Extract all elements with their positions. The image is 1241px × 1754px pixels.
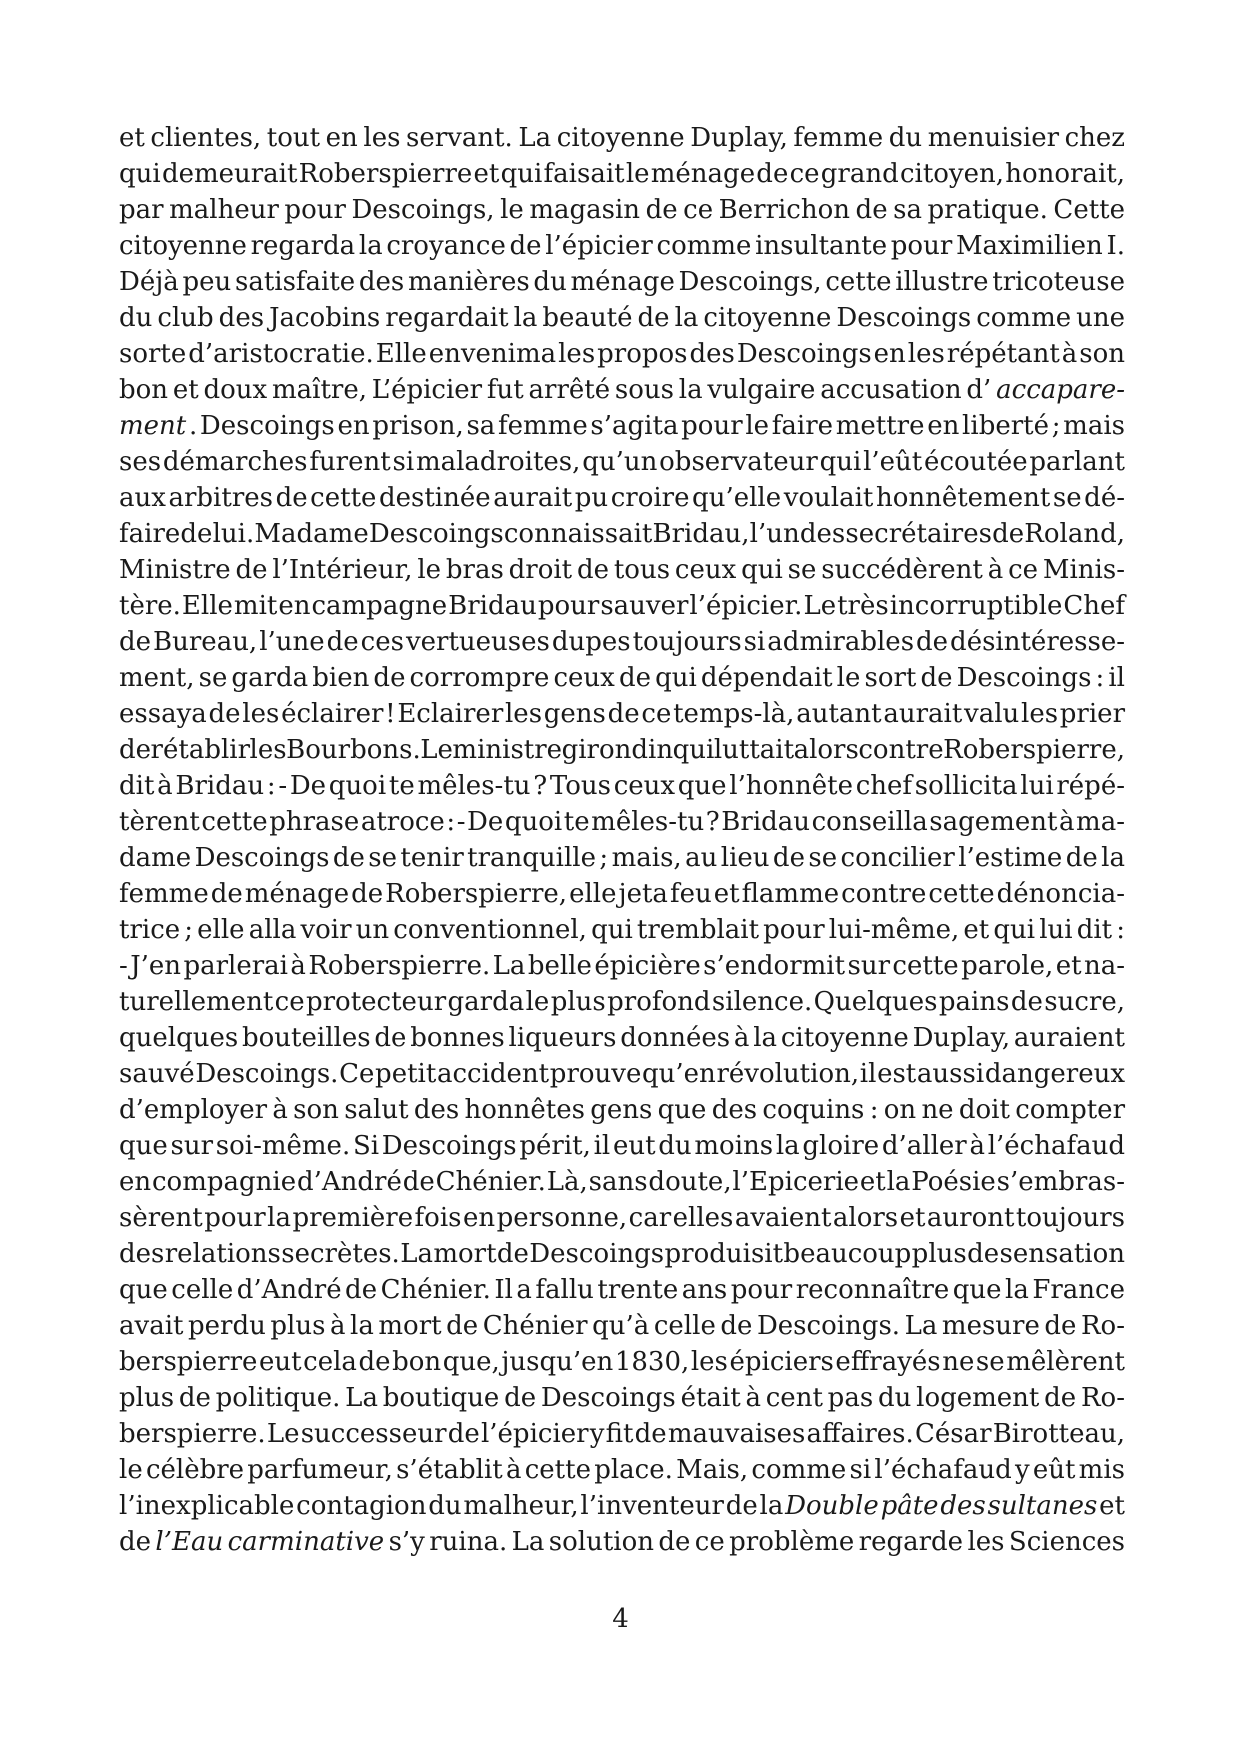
text-line: que celle d’André de Chénier. Il a fallu trente ans pour reconnaître que la France: [119, 1275, 1125, 1305]
text-line: tèrent cette phrase atroce : - De quoi te mêles-tu ? Bridau conseilla sagement à ma-: [119, 807, 1125, 837]
text-line: citoyenne regarda la croyance de l’épicier comme insultante pour Maximilien I.: [119, 231, 1125, 261]
text-line: des relations secrètes. La mort de Descoings produisit beaucoup plus de sensation: [119, 1239, 1125, 1269]
text-line: dame Descoings de se tenir tranquille ; mais, au lieu de se concilier l’estime de la: [119, 843, 1125, 873]
italic-term: accapare-: [996, 375, 1126, 405]
text-line: en compagnie d’André de Chénier. Là, sans doute, l’Epicerie et la Poésie s’embras-: [119, 1167, 1125, 1197]
text-line: - J’en parlerai à Roberspierre. La belle épicière s’endormit sur cette parole, et na-: [119, 951, 1125, 981]
text-line: dit à Bridau : - De quoi te mêles-tu ? Tous ceux que l’honnête chef sollicita lui répé-: [119, 771, 1125, 801]
text-line: ses démarches furent si maladroites, qu’un observateur qui l’eût écoutée parlant: [119, 447, 1126, 477]
text-line: de Bureau, l’une de ces vertueuses dupes toujours si admirables de désintéresse-: [119, 627, 1125, 657]
text-line: quelques bouteilles de bonnes liqueurs données à la citoyenne Duplay, auraient: [119, 1023, 1125, 1053]
text-line: bon et doux maître, L’épicier fut arrêté sous la vulgaire accusation d’ accapare-: [119, 375, 1126, 405]
text-line: ment . Descoings en prison, sa femme s’agita pour le faire mettre en liberté ; mais: [119, 411, 1125, 441]
text-line: femme de ménage de Roberspierre, elle jeta feu et flamme contre cette dénoncia-: [119, 879, 1125, 909]
text-line: d’employer à son salut des honnêtes gens que des coquins : on ne doit compter: [119, 1095, 1125, 1125]
text-line: Déjà peu satisfaite des manières du ménage Descoings, cette illustre tricoteuse: [119, 267, 1125, 297]
text-line: avait perdu plus à la mort de Chénier qu’à celle de Descoings. La mesure de Ro-: [119, 1311, 1125, 1341]
text-line: plus de politique. La boutique de Descoings était à cent pas du logement de Ro-: [119, 1383, 1126, 1413]
text-line: sauvé Descoings. Ce petit accident prouve qu’en révolution, il est aussi dangereux: [119, 1059, 1125, 1089]
text-line: l’inexplicable contagion du malheur, l’inventeur de la Double pâte des sultanes et: [119, 1491, 1126, 1521]
italic-term: l’Eau carminative: [155, 1527, 385, 1557]
text-line: berspierre eut cela de bon que, jusqu’en 1830, les épiciers effrayés ne se mêlèrent: [119, 1347, 1125, 1377]
text-line: de l’Eau carminative s’y ruina. La solution de ce problème regarde les Sciences: [119, 1527, 1125, 1557]
text-line: trice ; elle alla voir un conventionnel, qui tremblait pour lui-même, et qui lui dit :: [119, 915, 1125, 945]
text-line: sèrent pour la première fois en personne, car elles avaient alors et auront toujours: [119, 1203, 1125, 1233]
text-line: sorte d’aristocratie. Elle envenima les propos des Descoings en les répétant à son: [119, 339, 1125, 369]
body-text: [119, 120, 1125, 1560]
text-line: aux arbitres de cette destinée aurait pu croire qu’elle voulait honnêtement se dé-: [119, 483, 1125, 513]
text-line: de rétablir les Bourbons. Le ministre girondin qui luttait alors contre Roberspierre,: [119, 735, 1125, 765]
text-line: tère. Elle mit en campagne Bridau pour sauver l’épicier. Le très incorruptible Chef: [119, 591, 1125, 621]
text-line: Ministre de l’Intérieur, le bras droit de tous ceux qui se succédèrent à ce Minis-: [119, 555, 1125, 585]
text-line: le célèbre parfumeur, s’établit à cette place. Mais, comme si l’échafaud y eût mis: [119, 1455, 1125, 1485]
italic-term: Double pâte des sultanes: [785, 1491, 1098, 1521]
text-line: ment, se garda bien de corrompre ceux de qui dépendait le sort de Descoings : il: [119, 663, 1125, 693]
text-line: faire de lui. Madame Descoings connaissait Bridau, l’un des secrétaires de Roland,: [119, 519, 1125, 549]
text-line: par malheur pour Descoings, le magasin de ce Berrichon de sa pratique. Cette: [119, 195, 1125, 225]
text-line: et clientes, tout en les servant. La citoyenne Duplay, femme du menuisier chez: [119, 123, 1125, 153]
text-line: essaya de les éclairer ! Eclairer les gens de ce temps-là, autant aurait valu les prier: [119, 699, 1125, 729]
text-line: berspierre. Le successeur de l’épicier y fit de mauvaises affaires. César Birotteau,: [119, 1419, 1125, 1449]
page-number: 4: [612, 1604, 629, 1634]
text-line: que sur soi-même. Si Descoings périt, il eut du moins la gloire d’aller à l’échafaud: [119, 1131, 1125, 1161]
italic-term: ment: [119, 411, 187, 441]
text-line: du club des Jacobins regardait la beauté de la citoyenne Descoings comme une: [119, 303, 1125, 333]
text-line: qui demeurait Roberspierre et qui faisait le ménage de ce grand citoyen, honorait,: [119, 159, 1125, 189]
text-line: turellement ce protecteur garda le plus profond silence. Quelques pains de sucre,: [119, 987, 1125, 1017]
